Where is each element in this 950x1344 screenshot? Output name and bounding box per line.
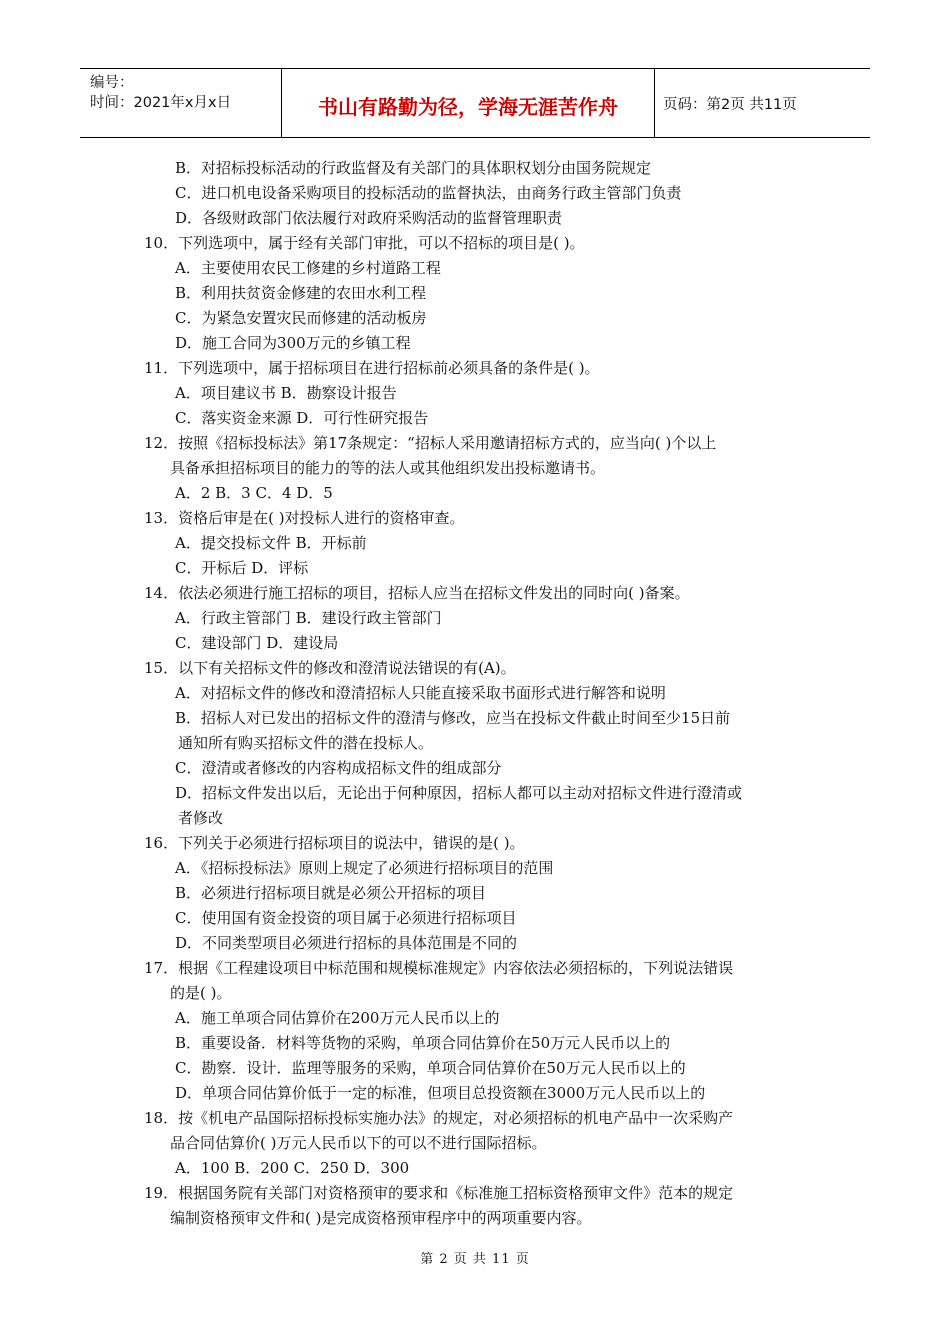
header-page-label: 页码：第2页 共11页 — [663, 96, 797, 113]
option-line: D．单项合同估算价低于一定的标准，但项目总投资额在3000万元人民币以上的 — [175, 1084, 706, 1102]
header-meta — [80, 69, 282, 137]
question-line: 17．根据《工程建设项目中标范围和规模标准规定》内容依法必须招标的，下列说法错误 — [144, 959, 734, 977]
time-label: 时间：2021年x月x日 — [90, 95, 232, 111]
option-continuation: 者修改 — [178, 809, 224, 827]
option-line: C．建设部门 D．建设局 — [175, 634, 339, 652]
option-line: D．招标文件发出以后，无论出于何种原因，招标人都可以主动对招标文件进行澄清或 — [175, 784, 743, 802]
option-line: A．项目建议书 B．勘察设计报告 — [175, 384, 397, 402]
question-line: 19．根据国务院有关部门对资格预审的要求和《标准施工招标资格预审文件》范本的规定 — [144, 1184, 734, 1202]
option-line: C．开标后 D．评标 — [175, 559, 309, 577]
option-line: B．利用扶贫资金修建的农田水利工程 — [175, 284, 427, 302]
option-line: B．重要设备．材料等货物的采购，单项合同估算价在50万元人民币以上的 — [175, 1034, 671, 1052]
option-line: A．行政主管部门 B．建设行政主管部门 — [175, 609, 442, 627]
question-line: 11．下列选项中，属于招标项目在进行招标前必须具备的条件是( )。 — [144, 359, 600, 377]
option-line: B．对招标投标活动的行政监督及有关部门的具体职权划分由国务院规定 — [175, 159, 652, 177]
option-continuation: 通知所有购买招标文件的潜在投标人。 — [178, 734, 434, 752]
option-line: C．落实资金来源 D．可行性研究报告 — [175, 409, 429, 427]
option-line: C．进口机电设备采购项目的投标活动的监督执法，由商务行政主管部门负责 — [175, 184, 682, 202]
question-line: 12．按照《招标投标法》第17条规定：“招标人采用邀请招标方式的，应当向( )个以上 — [144, 434, 717, 452]
question-line: 14．依法必须进行施工招标的项目，招标人应当在招标文件发出的同时向( )备案。 — [144, 584, 690, 602]
option-line: A．100 B．200 C．250 D．300 — [175, 1159, 410, 1177]
option-line: A．对招标文件的修改和澄清招标人只能直接采取书面形式进行解答和说明 — [175, 684, 666, 702]
number-label: 编号： — [90, 75, 134, 91]
page-footer: 第 2 页 共 11 页 — [420, 1252, 530, 1267]
question-line: 18．按《机电产品国际招标投标实施办法》的规定，对必须招标的机电产品中一次采购产 — [144, 1109, 734, 1127]
question-continuation: 的是( )。 — [170, 984, 232, 1002]
option-line: A．提交投标文件 B．开标前 — [175, 534, 367, 552]
option-line: B．招标人对已发出的招标文件的澄清与修改，应当在投标文件截止时间至少15日前 — [175, 709, 731, 727]
option-line: A．2 B．3 C．4 D．5 — [175, 484, 333, 502]
question-line: 16．下列关于必须进行招标项目的说法中，错误的是( )。 — [144, 834, 525, 852]
option-line: D．各级财政部门依法履行对政府采购活动的监督管理职责 — [175, 209, 563, 227]
question-line: 15．以下有关招标文件的修改和澄清说法错误的有(A)。 — [144, 659, 516, 677]
question-line: 10．下列选项中，属于经有关部门审批，可以不招标的项目是( )。 — [144, 234, 585, 252]
option-line: D．不同类型项目必须进行招标的具体范围是不同的 — [175, 934, 518, 952]
option-line: C．勘察．设计．监理等服务的采购，单项合同估算价在50万元人民币以上的 — [175, 1059, 686, 1077]
option-line: A．《招标投标法》原则上规定了必须进行招标项目的范围 — [175, 859, 554, 877]
option-line: A．施工单项合同估算价在200万元人民币以上的 — [175, 1009, 500, 1027]
question-continuation: 编制资格预审文件和( )是完成资格预审程序中的两项重要内容。 — [170, 1209, 592, 1227]
page-header — [80, 68, 870, 138]
question-continuation: 品合同估算价( )万元人民币以下的可以不进行国际招标。 — [170, 1134, 547, 1152]
option-line: C．澄清或者修改的内容构成招标文件的组成部分 — [175, 759, 502, 777]
option-line: C．为紧急安置灾民而修建的活动板房 — [175, 309, 427, 327]
option-line: A．主要使用农民工修建的乡村道路工程 — [175, 259, 441, 277]
question-continuation: 具备承担招标项目的能力的等的法人或其他组织发出投标邀请书。 — [170, 459, 606, 477]
option-line: B．必须进行招标项目就是必须公开招标的项目 — [175, 884, 487, 902]
option-line: C．使用国有资金投资的项目属于必须进行招标项目 — [175, 909, 517, 927]
header-motto: 书山有路勤为径，学海无涯苦作舟 — [282, 69, 655, 137]
question-line: 13．资格后审是在( )对投标人进行的资格审查。 — [144, 509, 465, 527]
option-line: D．施工合同为300万元的乡镇工程 — [175, 334, 411, 352]
